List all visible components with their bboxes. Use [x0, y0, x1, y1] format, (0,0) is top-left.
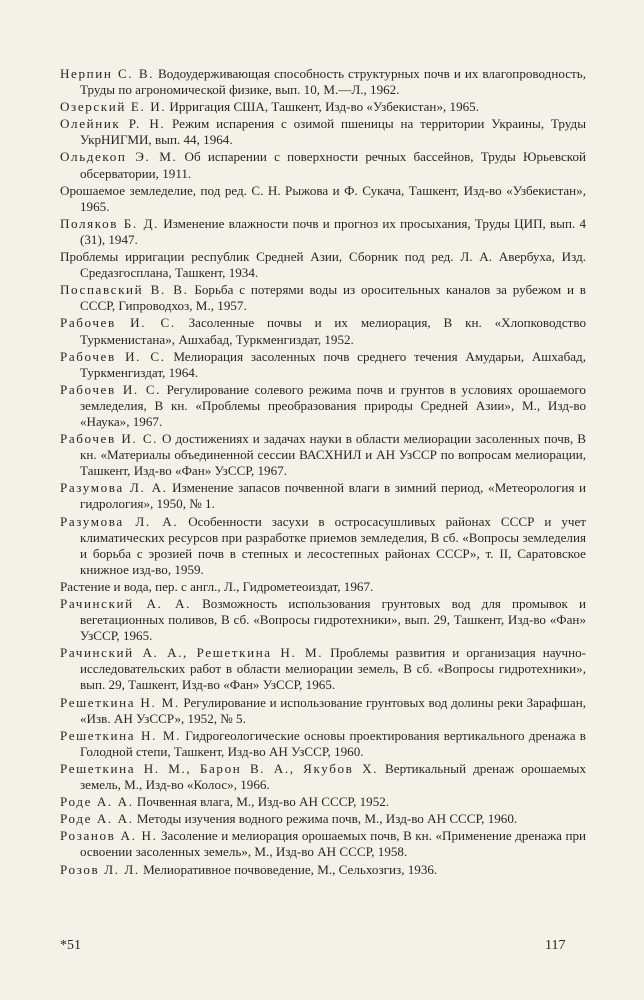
reference-author: Рабочев И. С.: [60, 381, 162, 397]
reference-text: Мелиоративное почвоведение, М., Сельхозгиз, 1936.: [139, 861, 438, 877]
reference-entry: [60, 149, 586, 181]
reference-author: Поляков Б. Д.: [60, 215, 160, 231]
reference-entry: [60, 862, 586, 878]
reference-text: Регулирование солевого режима почв и грунтов в условиях орошаемого земледелия, В кн. «Проблемы преобразования природы Средней Азии», М., Изд-во «Наука», 1967.: [80, 381, 586, 429]
reference-text: О достижениях и задачах науки в области мелиорации засоленных почв, В кн. «Материалы объединенной сессии ВАСХНИЛ и АН УзССР по вопросам мелиорации, Ташкент, Изд-во «Фан» УзССР, 1967.: [80, 431, 586, 479]
reference-text: Ирригация США, Ташкент, Изд-во «Узбекистан», 1965.: [166, 99, 479, 115]
reference-text: Об испарении с поверхности речных бассейнов, Труды Юрьевской обсерватории, 1911.: [80, 149, 587, 181]
reference-entry: [60, 249, 586, 281]
reference-entry: [60, 728, 586, 760]
reference-entry: [60, 431, 586, 479]
reference-text: Засоленные почвы и их мелиорация, В кн. «Хлопководство Туркменистана», Ашхабад, Туркменгиздат, 1952.: [80, 315, 586, 347]
reference-entry: [60, 183, 586, 215]
reference-author: Роде А. А.: [60, 811, 134, 827]
reference-entry: [60, 596, 586, 644]
reference-text: Особенности засухи в остросасушливых районах СССР и учет климатических ресурсов при разработке приемов земледелия, В сб. «Вопросы земледелия и борьба с эрозией почв в степных и лесостепных районах СССР», т. II, Саратовское книжное изд-во, 1959.: [80, 513, 586, 577]
reference-list: [60, 66, 586, 879]
reference-entry: [60, 761, 586, 793]
reference-text: Гидрогеологические основы проектирования вертикального дренажа в Голодной степи, Ташкент, Изд-во АН УзССР, 1960.: [80, 727, 586, 759]
reference-text: Водоудерживающая способность структурных почв и их влагопроводность, Труды по агрономической физике, вып. 10, М.—Л., 1962.: [80, 66, 586, 98]
reference-author: Решеткина Н. М., Барон В. А., Якубов Х.: [60, 760, 379, 776]
reference-author: Розов Л. Л.: [60, 861, 140, 877]
reference-entry: [60, 480, 586, 512]
reference-author: Рачинский А. А., Решеткина Н. М.: [60, 645, 324, 661]
reference-text: Методы изучения водного режима почв, М., Изд-во АН СССР, 1960.: [133, 811, 518, 827]
reference-entry: [60, 828, 586, 860]
reference-author: Ольдекоп Э. М.: [60, 149, 178, 165]
reference-text: Мелиорация засоленных почв среднего течения Амударьи, Ашхабад, Туркменгиздат, 1964.: [80, 348, 586, 380]
reference-entry: [60, 282, 586, 314]
reference-text: Борьба с потерями воды из оросительных каналов за рубежом и в СССР, Гипроводхоз, М., 1957.: [80, 282, 586, 314]
reference-author: Разумова Л. А.: [60, 513, 179, 529]
printer-signature: *51: [60, 938, 81, 953]
reference-text: Вертикальный дренаж орошаемых земель, М., Изд-во «Колос», 1966.: [80, 760, 586, 793]
reference-entry: [60, 315, 586, 347]
reference-author: Розанов А. Н.: [60, 828, 158, 844]
reference-text: Проблемы развития и организация научно-исследовательских работ в области мелиорации земель, В сб. «Вопросы гидротехники», вып. 29, Ташкент, Изд-во «Фан» УзССР, 1965.: [80, 645, 586, 693]
reference-author: Рабочев И. С.: [60, 431, 159, 447]
reference-author: Решеткина Н. М.: [60, 694, 180, 710]
reference-entry: [60, 514, 586, 578]
page-number: 117: [545, 938, 566, 953]
reference-author: Рачинский А. А.: [60, 596, 191, 611]
reference-entry: [60, 116, 586, 148]
reference-text: Почвенная влага, М., Изд-во АН СССР, 1952.: [133, 794, 390, 810]
reference-author: Нерпин С. В.: [60, 66, 155, 81]
reference-text: Орошаемое земледелие, под ред. С. Н. Рыжова и Ф. Сукача, Ташкент, Изд-во «Узбекистан», 1965.: [60, 182, 586, 214]
reference-entry: [60, 349, 586, 381]
reference-author: Озерский Е. И.: [60, 99, 167, 115]
reference-text: Растение и вода, пер. с англ., Л., Гидрометеоиздат, 1967.: [60, 578, 374, 594]
reference-author: Рабочев И. С.: [60, 315, 176, 331]
reference-text: Регулирование и использование грунтовых вод долины реки Зарафшан, «Изв. АН УзССР», 1952, № 5.: [80, 694, 586, 726]
reference-author: Решеткина Н. М.: [60, 727, 181, 743]
reference-text: Изменение влажности почв и прогноз их просыхания, Труды ЦИП, вып. 4 (31), 1947.: [80, 215, 587, 247]
reference-entry: [60, 794, 586, 810]
reference-text: Изменение запасов почвенной влаги в зимний период, «Метеорология и гидрология», 1950, № 1.: [80, 480, 586, 512]
reference-entry: [60, 382, 586, 430]
reference-entry: [60, 645, 586, 693]
reference-author: Рабочев И. С.: [60, 348, 166, 364]
reference-entry: [60, 66, 586, 98]
reference-text: Проблемы ирригации республик Средней Азии, Сборник под ред. Л. А. Авербуха, Изд. Средазгосплана, Ташкент, 1934.: [60, 249, 586, 281]
reference-entry: [60, 579, 586, 595]
reference-text: Режим испарения с озимой пшеницы на территории Украины, Труды УкрНИГМИ, вып. 44, 1964.: [80, 116, 586, 148]
reference-text: Засоление и мелиорация орошаемых почв, В кн. «Применение дренажа при освоении засоленных земель», М., Изд-во АН СССР, 1958.: [80, 828, 587, 860]
reference-entry: [60, 216, 586, 248]
reference-author: Роде А. А.: [60, 794, 134, 810]
reference-entry: [60, 811, 586, 827]
reference-author: Поспавский В. В.: [60, 282, 189, 298]
reference-entry: [60, 99, 586, 115]
reference-entry: [60, 695, 586, 727]
reference-text: Возможность использования грунтовых вод для промывок и вегетационных поливов, В сб. «Вопросы гидротехники», вып. 29, Ташкент, Изд-во «Фан» УзССР, 1965.: [80, 596, 586, 644]
reference-author: Разумова Л. А.: [60, 480, 168, 496]
reference-author: Олейник Р. Н.: [60, 116, 166, 132]
